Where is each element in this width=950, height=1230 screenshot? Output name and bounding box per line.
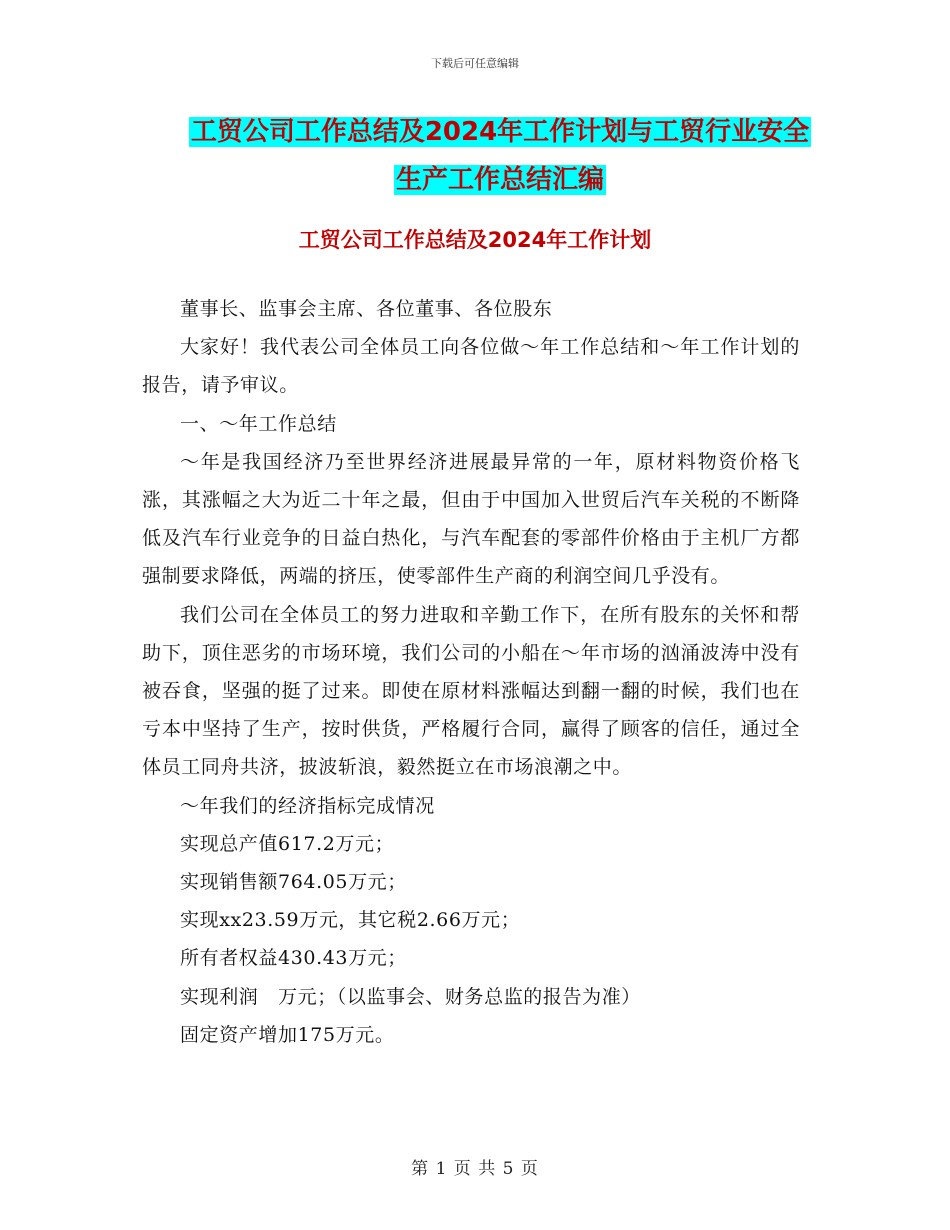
document-body (142, 290, 800, 1054)
body-paragraph: 大家好！我代表公司全体员工向各位做～年工作总结和～年工作计划的报告，请予审议。 (142, 336, 800, 397)
salutation-paragraph: 董事长、监事会主席、各位董事、各位股东 (180, 298, 553, 320)
body-paragraph: ～年我们的经济指标完成情况 (180, 794, 435, 817)
document-title-line2: 生产工作总结汇编 (395, 165, 604, 195)
body-paragraph: ～年是我国经济乃至世界经济进展最异常的一年，原材料物资价格飞涨，其涨幅之大为近二十年之最，但由于中国加入世贸后汽车关税的不断降低及汽车行业竞争的日益白热化，与汽车配套的零部件价格由于主机厂方都强制要求降低，两端的挤压，使零部件生产商的利润空间几乎没有。 (142, 450, 800, 588)
indicator-line: 实现利润 万元；（以监事会、财务总监的报告为准） (180, 985, 641, 1008)
section-title: 工贸公司工作总结及2024年工作计划 (298, 228, 652, 252)
indicator-line: 实现xx23.59万元，其它税2.66万元； (180, 909, 521, 932)
body-paragraph: 我们公司在全体员工的努力进取和辛勤工作下，在所有股东的关怀和帮助下，顶住恶劣的市场环境，我们公司的小船在～年市场的汹涌波涛中没有被吞食，坚强的挺了过来。即使在原材料涨幅达到翻一翻的时候，我们也在亏本中坚持了生产，按时供货，严格履行合同，赢得了顾客的信任，通过全体员工同舟共济，披波斩浪，毅然挺立在市场浪潮之中。 (142, 603, 800, 779)
indicator-line: 所有者权益430.43万元； (180, 947, 407, 970)
section-heading: 一、～年工作总结 (180, 412, 337, 435)
indicator-line: 固定资产增加175万元。 (180, 1023, 395, 1046)
page-number-footer: 第 1 页 共 5 页 (411, 1159, 539, 1179)
indicator-line: 实现销售额764.05万元； (180, 871, 407, 894)
header-note: 下载后可任意编辑 (431, 57, 519, 70)
document-title-line1: 工贸公司工作总结及2024年工作计划与工贸行业安全 (190, 117, 810, 147)
document-title (140, 108, 860, 204)
indicator-line: 实现总产值617.2万元； (180, 832, 395, 855)
